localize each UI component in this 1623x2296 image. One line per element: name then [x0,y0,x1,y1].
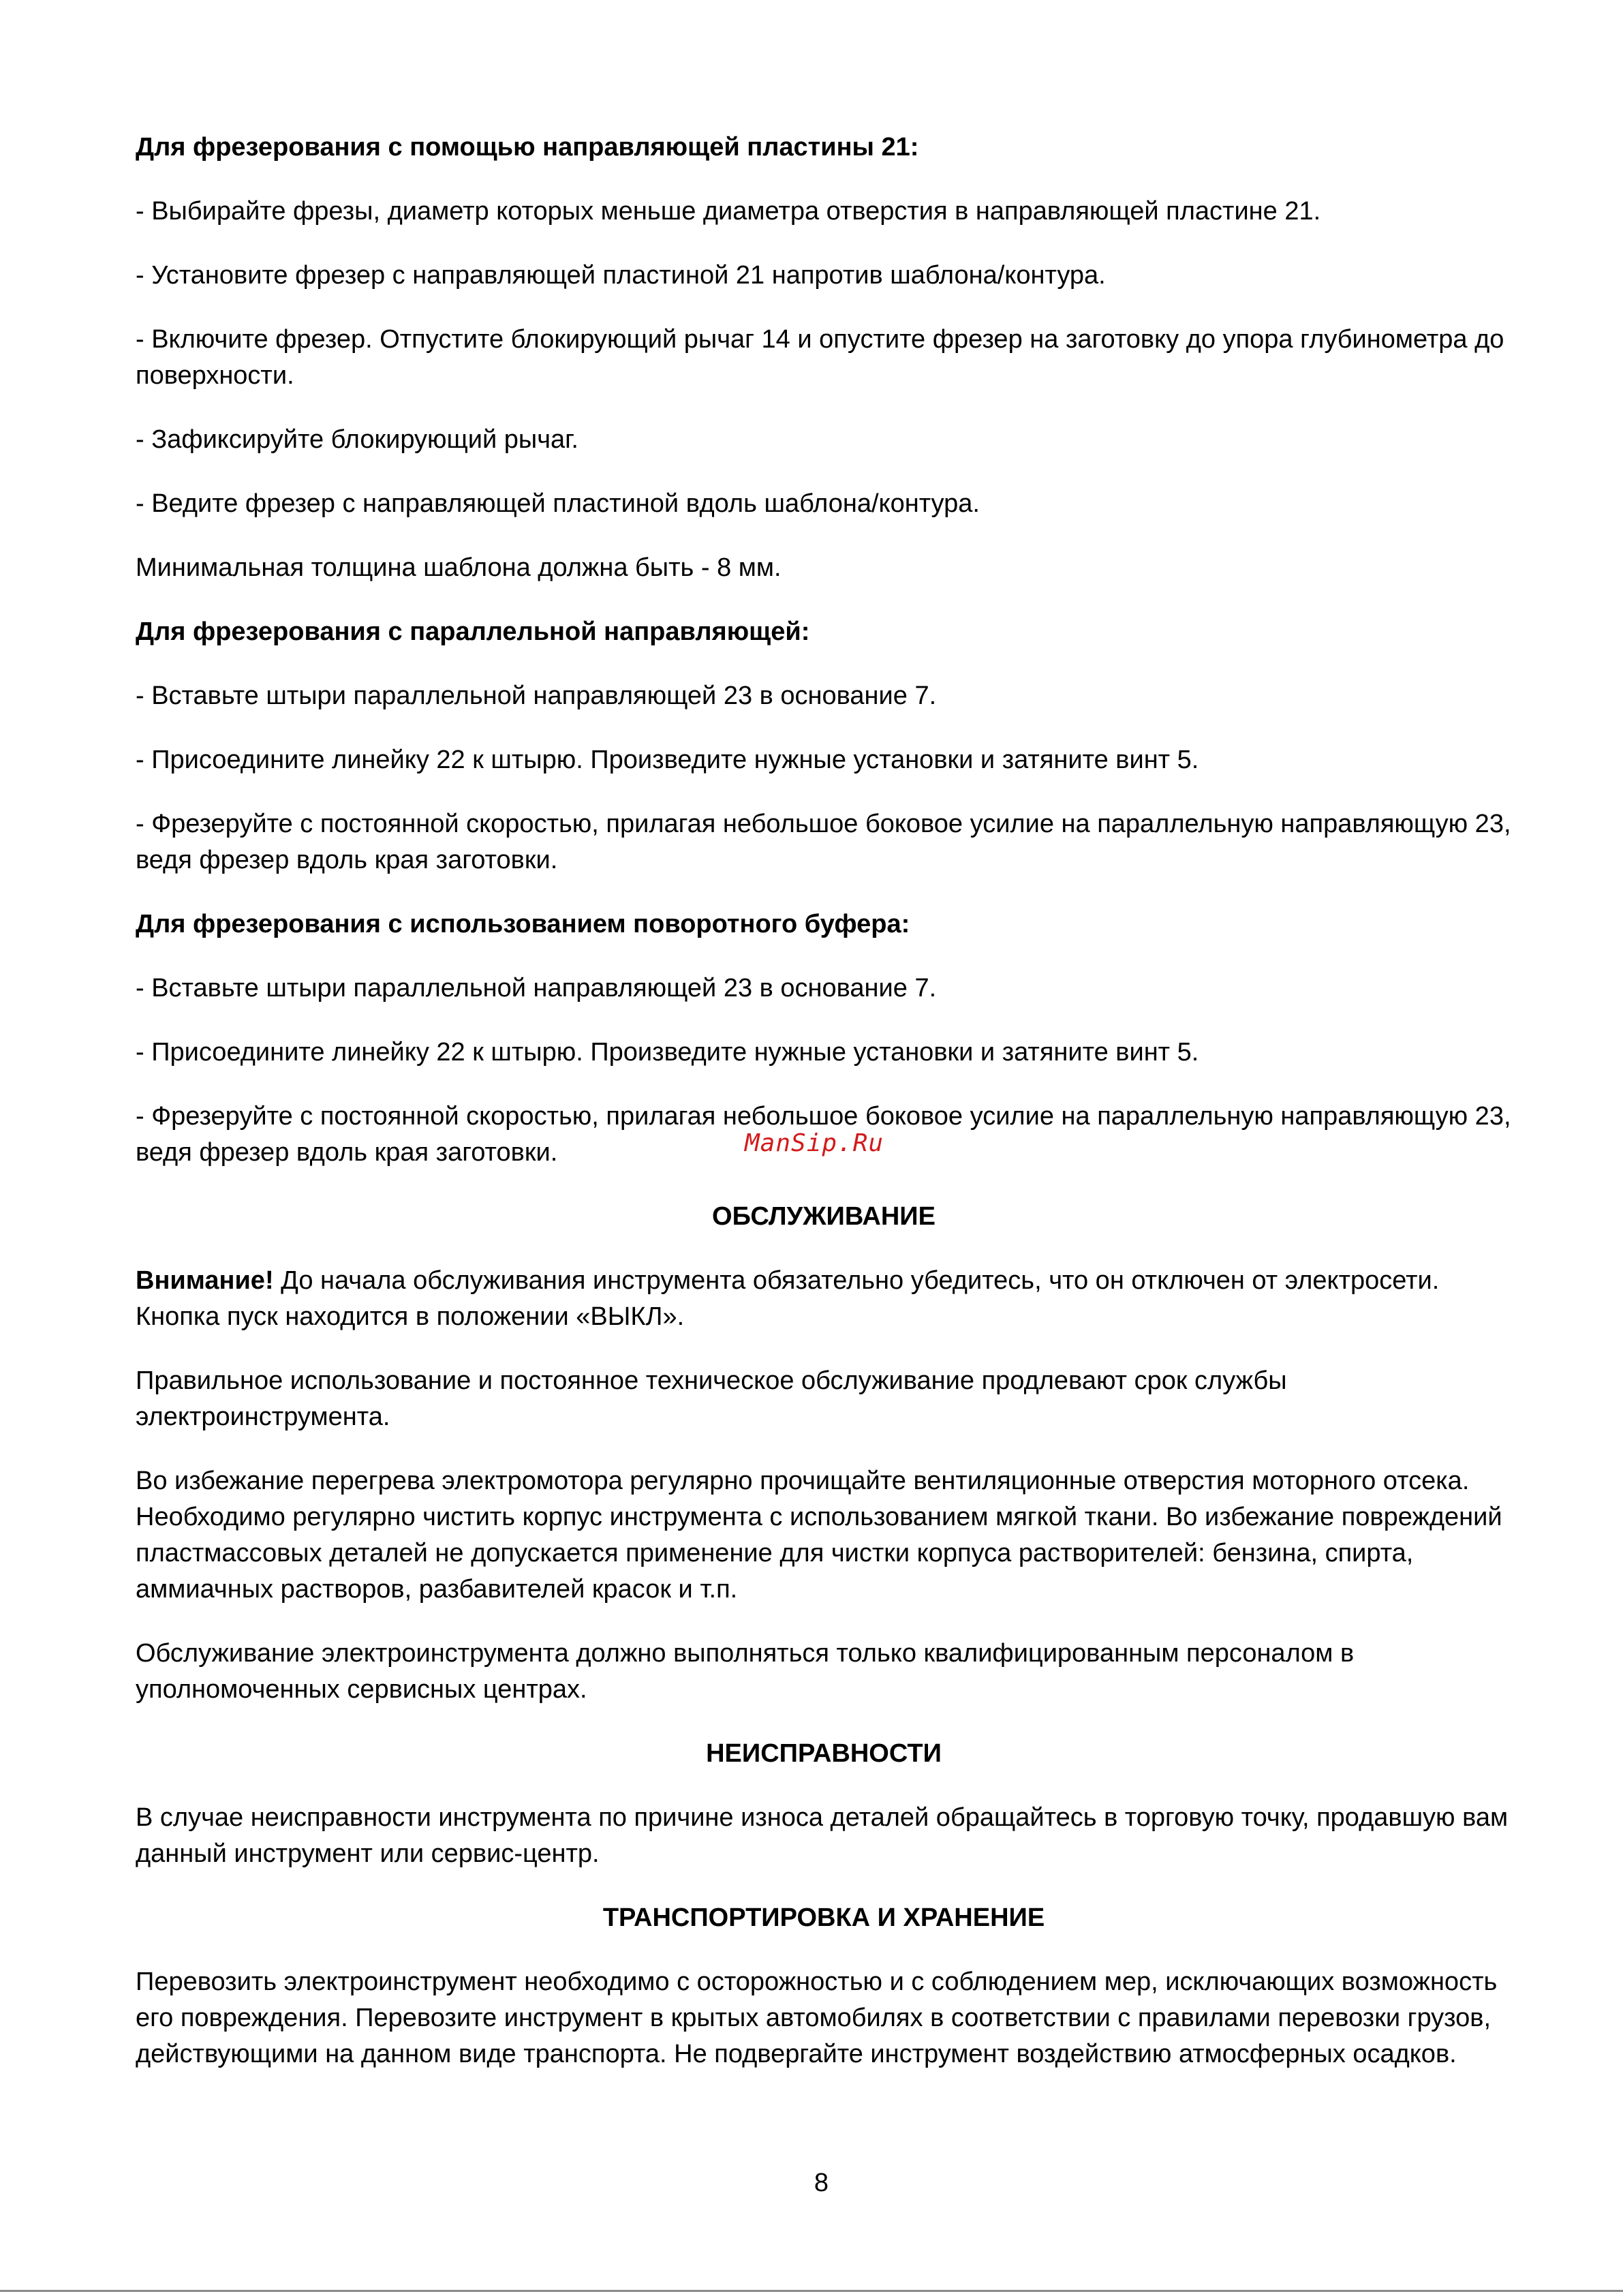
rotary-buffer-item: - Вставьте штыри параллельной направляющей 23 в основание 7. [136,974,937,1002]
parallel-guide-item: - Присоедините линейку 22 к штырю. Произведите нужные установки и затяните винт 5. [136,746,1199,774]
parallel-guide-item: - Фрезеруйте с постоянной скоростью, прилагая небольшое боковое усилие на параллельную направляющую 23, ведя фрезер вдоль края заготовки. [136,810,1511,874]
page-bottom-divider [0,2290,1623,2292]
template-thickness-note: Минимальная толщина шаблона должна быть - 8 мм. [136,553,782,582]
attention-text: До начала обслуживания инструмента обязательно убедитесь, что он отключен от электросети. Кнопка пуск находится в положении «ВЫКЛ». [136,1266,1440,1331]
document-page [136,129,1512,2100]
guide-plate-heading: Для фрезерования с помощью направляющей пластины 21: [136,133,919,162]
watermark: ManSip.Ru [745,1129,884,1157]
maintenance-title: ОБСЛУЖИВАНИЕ [712,1202,936,1231]
parallel-guide-heading: Для фрезерования с параллельной направляющей: [136,617,810,646]
rotary-buffer-heading: Для фрезерования с использованием поворотного буфера: [136,910,910,938]
guide-plate-item: - Включите фрезер. Отпустите блокирующий рычаг 14 и опустите фрезер на заготовку до упора глубинометра до поверхности. [136,325,1504,390]
maintenance-paragraph: Правильное использование и постоянное техническое обслуживание продлевают срок службы электроинструмента. [136,1366,1287,1431]
transport-text: Перевозить электроинструмент необходимо с осторожностью и с соблюдением мер, исключающих возможность его повреждения. Перевозите инструмент в крытых автомобилях в соответствии с правилами перевозки грузов, действующими на данном виде транспорта. Не подвергайте инструмент воздействию атмосферных осадков. [136,1968,1498,2068]
malfunctions-title: НЕИСПРАВНОСТИ [706,1739,942,1768]
malfunctions-text: В случае неисправности инструмента по причине износа деталей обращайтесь в торговую точку, продавшую вам данный инструмент или сервис-центр. [136,1803,1509,1868]
guide-plate-item: - Зафиксируйте блокирующий рычаг. [136,425,578,454]
rotary-buffer-item: - Присоедините линейку 22 к штырю. Произведите нужные установки и затяните винт 5. [136,1038,1199,1067]
attention-label: Внимание! [136,1266,274,1295]
transport-title: ТРАНСПОРТИРОВКА И ХРАНЕНИЕ [602,1903,1045,1932]
guide-plate-item: - Установите фрезер с направляющей пластиной 21 напротив шаблона/контура. [136,261,1106,290]
maintenance-attention [136,1263,1512,1335]
rotary-buffer-item: - Фрезеруйте с постоянной скоростью, прилагая небольшое боковое усилие на параллельную направляющую 23, ведя фрезер вдоль края заготовки. [136,1102,1511,1167]
page-number: 8 [814,2169,829,2197]
guide-plate-item: - Выбирайте фрезы, диаметр которых меньше диаметра отверстия в направляющей пластине 21. [136,197,1321,226]
parallel-guide-item: - Вставьте штыри параллельной направляющей 23 в основание 7. [136,682,937,710]
guide-plate-item: - Ведите фрезер с направляющей пластиной вдоль шаблона/контура. [136,489,980,518]
maintenance-paragraph: Во избежание перегрева электромотора регулярно прочищайте вентиляционные отверстия моторного отсека. Необходимо регулярно чистить корпус инструмента с использованием мягкой ткани. Во избежание повреждений пластмассовых деталей не допускается применение для чистки корпуса растворителей: бензина, спирта, аммиачных растворов, разбавителей красок и т.п. [136,1467,1502,1604]
maintenance-paragraph: Обслуживание электроинструмента должно выполняться только квалифицированным персоналом в уполномоченных сервисных центрах. [136,1639,1355,1704]
